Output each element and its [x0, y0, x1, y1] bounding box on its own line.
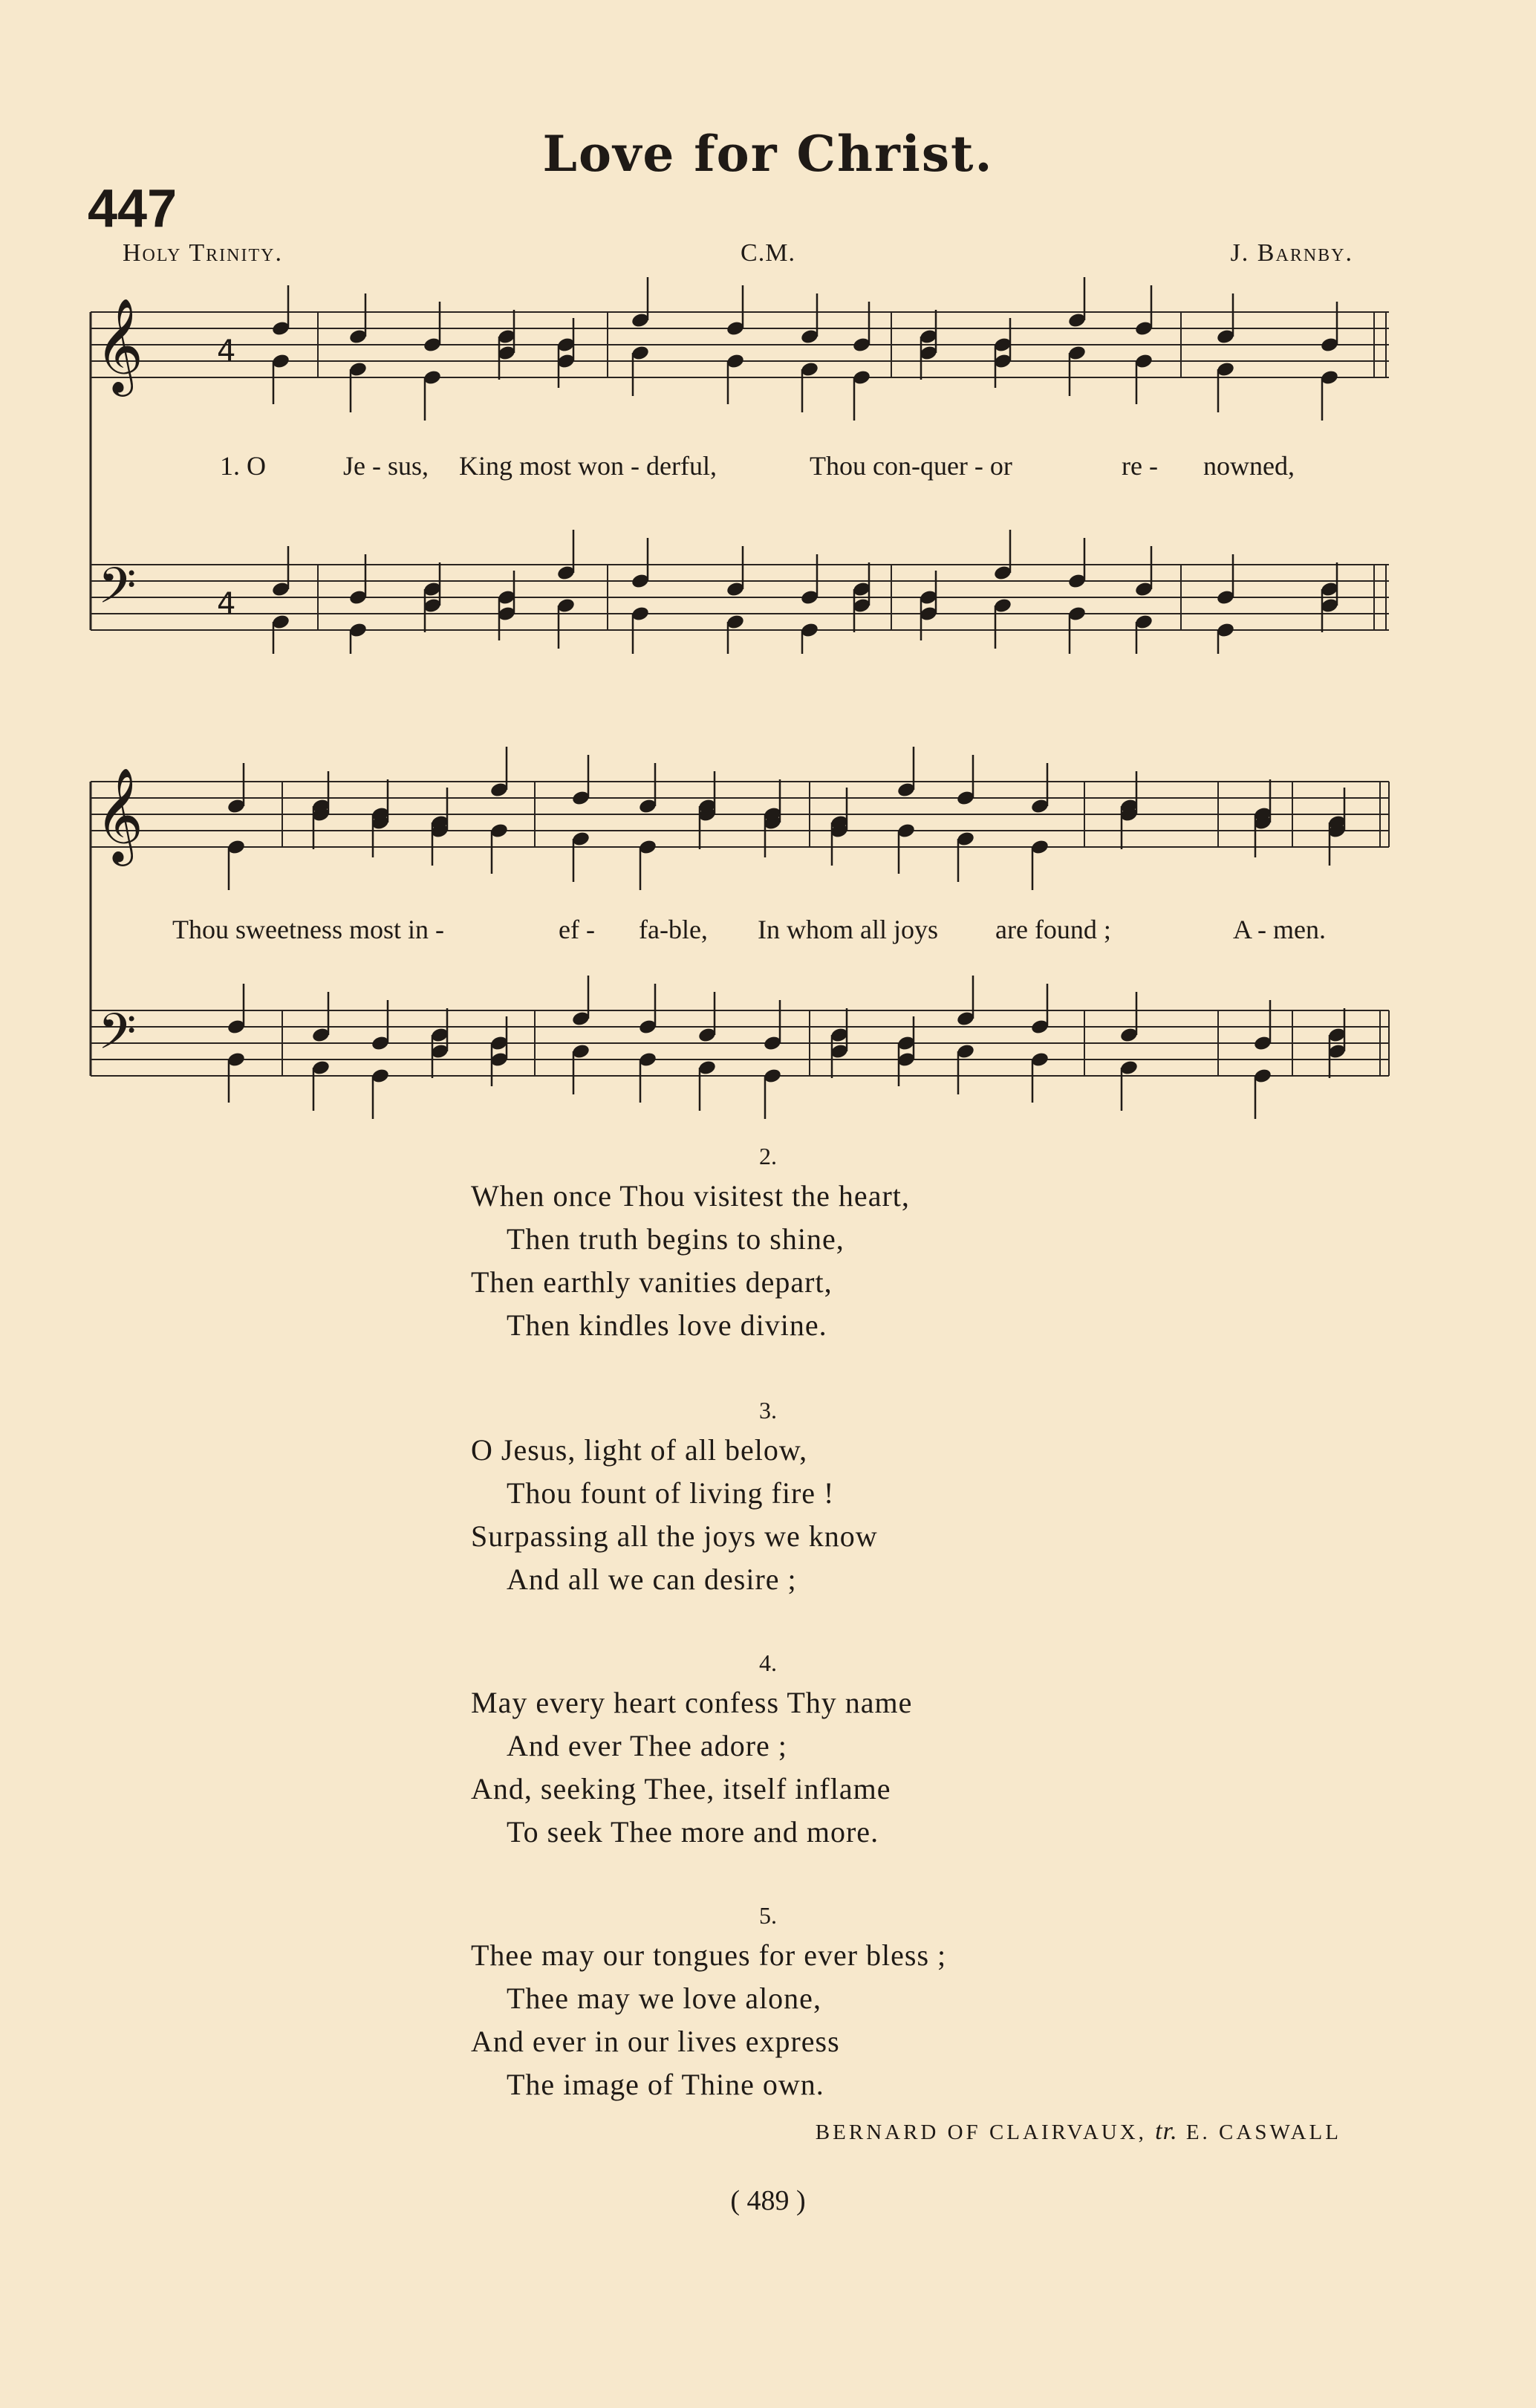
stanza-number: 4. — [759, 1649, 777, 1676]
lyric-syllable: In whom all joys — [758, 915, 938, 944]
note — [896, 822, 916, 874]
note — [227, 984, 246, 1035]
lyric-syllable: ef - — [559, 915, 595, 944]
note — [763, 1000, 782, 1051]
note — [571, 1043, 590, 1094]
note — [956, 1043, 975, 1094]
note — [956, 755, 975, 806]
note — [800, 361, 819, 412]
time-signature: 4 — [217, 334, 236, 369]
note — [423, 302, 442, 353]
note — [1030, 1051, 1050, 1103]
note — [489, 822, 509, 874]
lyric-syllable: Je - sus, — [343, 451, 429, 481]
note — [852, 369, 871, 421]
note — [371, 1068, 390, 1119]
page-number: ( 489 ) — [730, 2185, 806, 2216]
note — [311, 1059, 331, 1111]
note — [348, 622, 368, 654]
note — [638, 763, 657, 814]
verse-line: O Jesus, light of all below, — [471, 1433, 808, 1467]
author: BERNARD OF CLAIRVAUX, — [815, 2120, 1147, 2144]
note — [697, 798, 717, 849]
bass-clef: 𝄢 — [98, 1003, 137, 1072]
note — [1030, 763, 1050, 814]
stanza-number: 2. — [759, 1143, 777, 1169]
note — [638, 984, 657, 1035]
note — [1119, 992, 1139, 1043]
note — [227, 839, 246, 890]
note — [800, 622, 819, 654]
stanza-number: 3. — [759, 1397, 777, 1424]
note — [726, 285, 745, 337]
note — [371, 806, 390, 857]
verse-line: Then earthly vanities depart, — [471, 1265, 833, 1299]
note — [1216, 293, 1235, 345]
note — [348, 293, 368, 345]
note — [800, 293, 819, 345]
note — [763, 1068, 782, 1119]
treble-clef: 𝄞 — [95, 767, 144, 862]
treble-staff — [91, 782, 1389, 847]
verse-line: And all we can desire ; — [507, 1562, 797, 1596]
verse-line: May every heart confess Thy name — [471, 1686, 913, 1719]
verse-line: Thou fount of living fire ! — [507, 1476, 835, 1510]
note — [697, 992, 717, 1043]
note — [638, 1051, 657, 1103]
note — [271, 285, 290, 337]
note — [631, 345, 650, 396]
note — [726, 353, 745, 404]
note — [271, 614, 290, 654]
verse-line: Surpassing all the joys we know — [471, 1519, 878, 1553]
note — [1216, 554, 1235, 606]
note — [556, 597, 576, 649]
note — [1067, 345, 1087, 396]
lyric-syllable: Thou sweetness most in - — [172, 915, 444, 944]
note — [348, 554, 368, 606]
note — [430, 814, 449, 866]
time-signature: 4 — [217, 587, 236, 621]
note — [227, 763, 246, 814]
translator: E. CASWALL — [1185, 2120, 1341, 2144]
note — [1327, 814, 1347, 866]
lyric-syllable: 1. O — [220, 451, 266, 481]
note — [1253, 1000, 1272, 1051]
note — [726, 614, 745, 654]
note — [1134, 546, 1153, 597]
note — [631, 538, 650, 589]
note — [1320, 369, 1339, 421]
hymn-title: Love for Christ. — [542, 125, 994, 183]
note — [1253, 1068, 1272, 1119]
note — [852, 302, 871, 353]
note — [423, 369, 442, 421]
note — [993, 530, 1012, 581]
bass-clef: 𝄢 — [98, 557, 137, 626]
lyric-syllable: A - men. — [1233, 915, 1326, 944]
attribution — [816, 2117, 1341, 2146]
note — [1067, 277, 1087, 328]
lyric-syllable: fa-ble, — [639, 915, 708, 944]
verse-line: Then kindles love divine. — [507, 1308, 827, 1342]
note — [631, 277, 650, 328]
note — [571, 831, 590, 882]
note — [348, 361, 368, 412]
note — [556, 530, 576, 581]
note — [1216, 622, 1235, 654]
verse-line: Thee may our tongues for ever bless ; — [471, 1938, 947, 1972]
verse-line: To seek Thee more and more. — [507, 1815, 879, 1849]
lyric-syllable: re - — [1122, 451, 1158, 481]
lyric-syllable: nowned, — [1203, 451, 1295, 481]
note — [1216, 361, 1235, 412]
note — [271, 353, 290, 404]
note — [638, 839, 657, 890]
lyric-syllable: Thou con-quer - or — [810, 451, 1012, 481]
note — [800, 554, 819, 606]
translator-abbrev: tr. — [1155, 2117, 1178, 2145]
note — [697, 1059, 717, 1111]
note — [896, 747, 916, 798]
note — [1119, 1059, 1139, 1111]
note — [371, 1000, 390, 1051]
tune-name: Holy Trinity. — [123, 239, 283, 267]
note — [830, 814, 849, 866]
note — [956, 976, 975, 1027]
note — [1320, 302, 1339, 353]
composer: J. Barnby. — [1230, 239, 1353, 267]
note — [1030, 984, 1050, 1035]
lyric-syllable: are found ; — [995, 915, 1111, 944]
note — [1067, 538, 1087, 589]
note — [311, 992, 331, 1043]
note — [1134, 614, 1153, 654]
verse-line: Then truth begins to shine, — [507, 1222, 845, 1256]
note — [311, 798, 331, 849]
note — [271, 546, 290, 597]
bass-staff — [91, 1010, 1389, 1076]
note — [1030, 839, 1050, 890]
verse-line: And ever in our lives express — [471, 2025, 840, 2058]
stanza-number: 5. — [759, 1902, 777, 1929]
note — [1253, 806, 1272, 857]
note — [1119, 798, 1139, 849]
lyric-syllable: King most won - derful, — [459, 451, 717, 481]
note — [763, 806, 782, 857]
note — [993, 597, 1012, 649]
note — [726, 546, 745, 597]
note — [956, 831, 975, 882]
note — [571, 755, 590, 806]
verse-line: When once Thou visitest the heart, — [471, 1179, 910, 1213]
note — [1134, 285, 1153, 337]
note — [1134, 353, 1153, 404]
verse-line: Thee may we love alone, — [507, 1982, 821, 2015]
hymn-number: 447 — [88, 179, 178, 238]
verse-line: The image of Thine own. — [507, 2068, 824, 2101]
treble-staff — [91, 312, 1389, 377]
note — [227, 1051, 246, 1103]
meter: C.M. — [741, 239, 795, 267]
treble-clef: 𝄞 — [95, 297, 144, 392]
verse-line: And ever Thee adore ; — [507, 1729, 787, 1762]
verse-line: And, seeking Thee, itself inflame — [471, 1772, 891, 1805]
note — [571, 976, 590, 1027]
note — [489, 747, 509, 798]
